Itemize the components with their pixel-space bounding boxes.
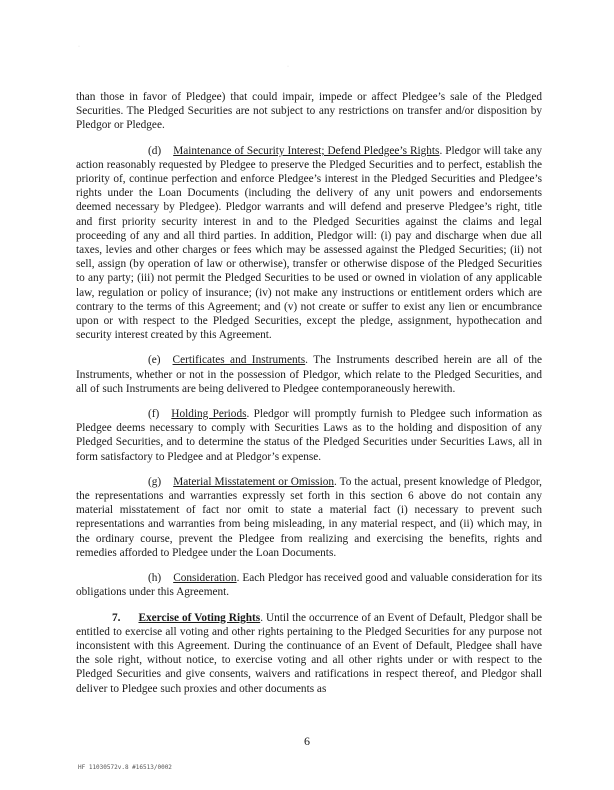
paragraph-label: (d) [148, 144, 162, 157]
intro-paragraph: than those in favor of Pledgee) that could impair, impede or affect Pledgee’s sale of the Pledged Securities. The Pledged Securities are not subject to any restrictions on transfer and/or disposition by Pledgor or Pledgee. [76, 91, 542, 132]
paragraph-text: . Pledgor will take any action reasonably requested by Pledgee to preserve the Pledged Securities and to perfect, establish the priority of, continue perfection and enforce Pledgee’s interest in the Pledged Securities and Pledgee’s rights under the Loan Documents (including the delivery of any unit powers and endorsements deemed necessary by Pledgee). Pledgor warrants and will defend and preserve Pledgee’s right, title and first priority security interest in and to the Pledged Securities against the claims and legal proceeding of any and all third parties. In addition, Pledgor will: (i) pay and discharge when due all taxes, levies and other charges or fees which may be assessed against the Pledged Securities; (ii) not sell, assign (by operation of law or otherwise), transfer or otherwise dispose of the Pledged Securities to any party; (iii) not permit the Pledged Securities to be used or owned in violation of any applicable law, regulation or policy of insurance; (iv) not make any instructions or entitlement orders which are contrary to the terms of this Agreement; and (v) not create or suffer to exist any lien or encumbrance upon or with respect to the Pledged Securities, except the pledge, assignment, hypothecation and security interest created by this Agreement. [76, 144, 542, 342]
paragraph-heading: Material Misstatement or Omission [173, 475, 335, 488]
paragraph-heading: Maintenance of Security Interest; Defend Pledgee’s Rights [173, 144, 440, 157]
paragraph-heading: Holding Periods [171, 408, 247, 421]
scan-speck: · [287, 64, 289, 70]
paragraph-label: (e) [148, 354, 161, 367]
paragraph-label: (f) [148, 408, 160, 421]
page-number: 6 [304, 734, 310, 748]
paragraph-heading: Certificates and Instruments [172, 354, 306, 367]
paragraph-h [76, 571, 542, 599]
paragraph-g [76, 475, 542, 560]
footer-document-code: HF 11030572v.8 #16513/0002 [78, 764, 172, 771]
paragraph-label: (h) [148, 572, 162, 585]
paragraph-text: . Each Pledgor has received good and valuable consideration for its obligations under this Agreement. [76, 572, 542, 599]
section-7 [76, 611, 542, 696]
paragraph-text: . The Instruments described herein are all of the Instruments, whether or not in the possession of Pledgor, which relate to the Pledged Securities, and all of such Instruments are being delivered to Pledgee contemporaneously herewith. [76, 354, 543, 395]
paragraph-d [76, 144, 542, 343]
paragraph-text: . Pledgor will promptly furnish to Pledgee such information as Pledgee deems necessary to comply with Securities Laws as to the holding and disposition of any Pledged Securities, and to determine the status of the Pledged Securities under Securities Laws, all in form satisfactory to Pledgee and at Pledgor’s expense. [76, 408, 542, 463]
scan-speck: · [78, 44, 80, 50]
paragraph-label: (g) [148, 475, 162, 488]
section-text: . Until the occurrence of an Event of Default, Pledgor shall be entitled to exercise all voting and other rights pertaining to the Pledged Securities for any purpose not inconsistent with this Agreement. During the continuance of an Event of Default, Pledgee shall have the sole right, without notice, to exercise voting and all other rights under or with respect to the Pledged Securities and give consents, waivers and ratifications in respect thereof, and Pledgor shall deliver to Pledgee such proxies and other documents as [76, 611, 542, 695]
paragraph-heading: Consideration [173, 572, 237, 585]
body-text [76, 90, 542, 707]
section-heading: Exercise of Voting Rights [138, 611, 261, 624]
section-number: 7. [112, 611, 121, 624]
paragraph-e [76, 353, 542, 396]
paragraph-f [76, 407, 542, 464]
paragraph-text: . To the actual, present knowledge of Pledgor, the representations and warranties expressly set forth in this section 6 above do not contain any material misstatement of fact nor omit to state a material fact (i) necessary to prevent such representations and warranties from being misleading, in any material respect, and (ii) which may, in the ordinary course, prevent the Pledgee from realizing and exercising the benefits, rights and remedies afforded to Pledgee under the Loan Documents. [76, 475, 542, 559]
